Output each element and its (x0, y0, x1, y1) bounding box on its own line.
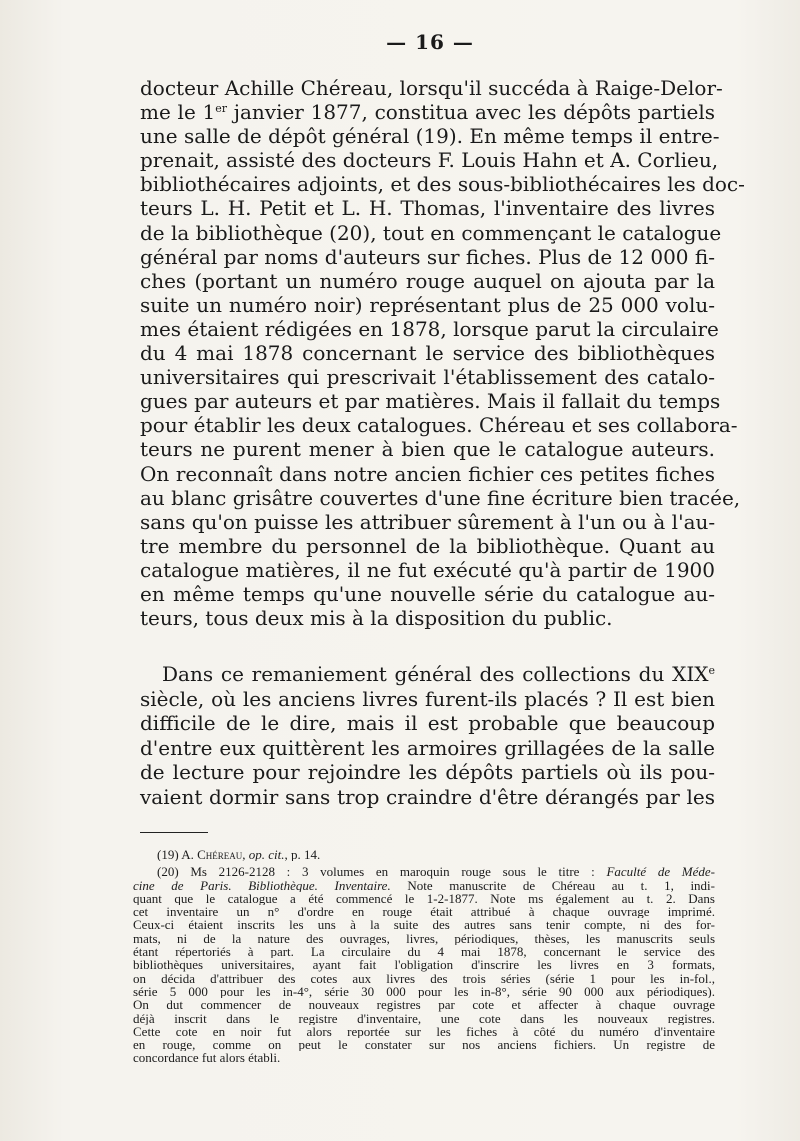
footnote-line: Ceux-ci étaient inscrits les uns à la suite des autres sans tenir compte, ni des for- (133, 918, 715, 932)
text-line: teurs, tous deux mis à la disposition du public. (140, 606, 613, 631)
text-line: en même temps qu'une nouvelle série du catalogue au- (140, 581, 715, 606)
paragraph-2 (140, 662, 715, 810)
text-line: gues par auteurs et par matières. Mais il fallait du temps (140, 389, 721, 414)
text-line: suite un numéro noir) représentant plus de 25 000 volu- (140, 292, 715, 317)
footnote-line: déjà inscrit dans le registre d'inventaire, une cote dans les nouveaux registres. (133, 1011, 715, 1025)
text-line: On reconnaît dans notre ancien fichier ces petites fiches (140, 461, 715, 486)
footnote-line: série 5 000 pour les in-4°, série 30 000 pour les in-8°, série 90 000 aux périodiques). (133, 984, 715, 999)
text-line: mes étaient rédigées en 1878, lorsque parut la circulaire (140, 316, 719, 341)
ordinal-suffix: er (215, 102, 228, 116)
text-line: docteur Achille Chéreau, lorsqu'il succéda à Raige-Delor- (140, 76, 723, 100)
footnote-20 (133, 865, 715, 1064)
footnote-line: cine de Paris. Bibliothèque. Inventaire. Note manuscrite de Chéreau au t. 1, indi- (133, 878, 715, 892)
page-number: — 16 — (386, 30, 474, 54)
text-line: siècle, où les anciens livres furent-ils placés ? Il est bien (140, 686, 715, 711)
text-line: tre membre du personnel de la bibliothèque. Quant au (140, 533, 715, 558)
text-line: général par noms d'auteurs sur fiches. Plus de 12 000 fi- (140, 244, 715, 269)
text-line: teurs L. H. Petit et L. H. Thomas, l'inventaire des livres (140, 196, 715, 221)
text-line: de la bibliothèque (20), tout en commençant le catalogue (140, 220, 722, 245)
text-line: une salle de dépôt général (19). En même temps il entre- (140, 124, 720, 149)
text-line: teurs ne purent mener à bien que le catalogue auteurs. (140, 437, 715, 462)
footnote-separator (140, 832, 208, 833)
footnote-line: mats, ni de la nature des ouvrages, livres, périodiques, thèses, les manuscrits seuls (133, 931, 715, 946)
text-line: catalogue matières, il ne fut exécuté qu'à partir de 1900 (140, 557, 715, 582)
footnote-19 (133, 848, 715, 861)
paragraph-1 (140, 76, 745, 631)
text-line: ches (portant un numéro rouge auquel on ajouta par la (140, 268, 715, 293)
text-line: du 4 mai 1878 concernant le service des bibliothèques (140, 341, 715, 366)
text-line: bibliothécaires adjoints, et des sous-bibliothécaires les doc- (140, 172, 745, 197)
footnote-line: (19) A. Chéreau, op. cit., p. 14. (157, 848, 321, 862)
text-line: me le 1er janvier 1877, constitua avec les dépôts partiels (140, 100, 715, 125)
footnotes (133, 848, 715, 1065)
text-line: pour établir les deux catalogues. Chéreau et ses collabora- (140, 413, 738, 438)
text-line: d'entre eux quittèrent les armoires grillagées de la salle (140, 735, 715, 760)
text-line: de lecture pour rejoindre les dépôts partiels où ils pou- (140, 760, 715, 785)
footnote-line: étant répertoriés à part. La circulaire du 4 mai 1878, concernant le service des (133, 945, 715, 959)
century-suffix: e (708, 664, 715, 677)
text-line: sans qu'on puisse les attribuer sûrement à l'un ou à l'au- (140, 509, 716, 534)
text-line: au blanc grisâtre couvertes d'une fine écriture bien tracée, (140, 485, 741, 510)
text-line: difficile de le dire, mais il est probable que beaucoup (140, 711, 715, 736)
footnote-line: en rouge, comme on peut le constater sur nos anciens fichiers. Un registre de (133, 1038, 715, 1052)
footnote-line: cet inventaire un n° d'ordre en rouge était attribué à chaque ouvrage imprimé. (133, 905, 715, 919)
footnote-line: concordance fut alors établi. (133, 1051, 281, 1065)
footnote-line: bibliothèques universitaires, ayant fait l'obligation d'inscrire les livres en 3 formats, (133, 958, 715, 972)
footnote-line: on décida d'attribuer des cotes aux livres des trois séries (série 1 pour les in-fol., (133, 971, 715, 985)
text-line: universitaires qui prescrivait l'établissement des catalo- (140, 365, 715, 390)
text-line: prenait, assisté des docteurs F. Louis Hahn et A. Corlieu, (140, 148, 719, 173)
text-line: Dans ce remaniement général des collections du XIXe (162, 662, 715, 686)
footnote-line: quant que le catalogue a été commencé le 1-2-1877. Note ms également au t. 2. Dans (133, 891, 715, 906)
text-line: vaient dormir sans trop craindre d'être dérangés par les (140, 784, 715, 809)
footnote-line: On dut commencer de nouveaux registres par cote et affecter à chaque ouvrage (133, 998, 715, 1012)
footnote-line: (20) Ms 2126-2128 : 3 volumes en maroquin rouge sous le titre : Faculté de Méde- (157, 865, 715, 879)
footnote-line: Cette cote en noir fut alors reportée sur les fiches à côté du numéro d'inventaire (133, 1024, 715, 1039)
